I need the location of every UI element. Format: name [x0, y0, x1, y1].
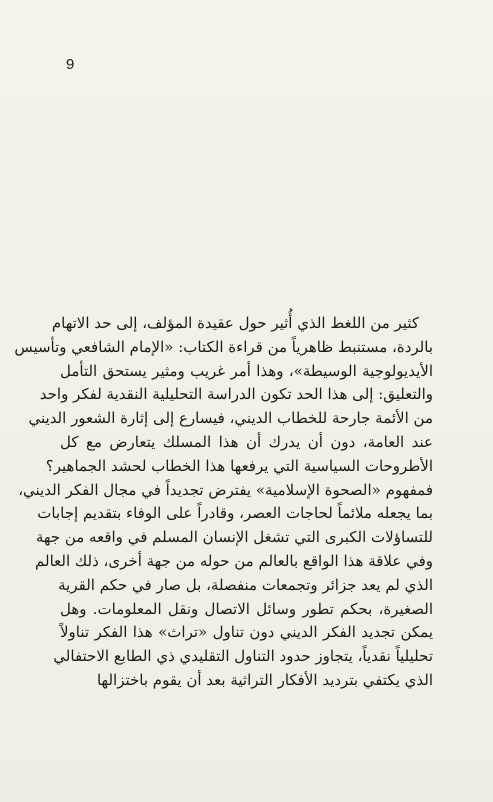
text-line: الأيديولوجية الوسيطة»، وهذا أمر غريب ومثير يستحق التأمل	[60, 361, 433, 380]
text-line: بالردة، مستنبط ظاهرياً من قراءة الكتاب: «الإمام الشافعي وتأسيس	[14, 337, 433, 356]
text-line: عند العامة، دون أن يدرك أن هذا المسلك يتعارض مع كل	[60, 432, 433, 451]
text-line: يمكن تجديد الفكر الديني دون تناول «تراث» هذا الفكر تناولاً	[60, 623, 433, 642]
text-line: كثير من اللغط الذي أُثير حول عقيدة المؤلف، إلى حد الاتهام	[51, 314, 419, 332]
text-line: تحليلياً نقدياً، يتجاوز حدود التناول التقليدي ذي الطابع الاحتفالي	[53, 647, 433, 666]
text-line: فمفهوم «الصحوة الإسلامية» يفترض تجديداً في مجال الفكر الديني،	[18, 480, 433, 499]
page-number: 9	[66, 56, 75, 73]
body-text	[14, 312, 433, 693]
text-line: والتعليق: إلى هذا الحد تكون الدراسة التحليلية النقدية لفكر واحد	[39, 385, 433, 404]
text-line: الصغيرة، بحكم تطور وسائل الاتصال ونقل المعلومات. وهل	[60, 599, 433, 618]
text-line: الذي لم يعد جزائر وتجمعات منفصلة، بل صار في حكم القرية	[58, 575, 433, 594]
text-line: من الأئمة جارحة للخطاب الديني، فيسارع إلى إثارة الشعور الديني	[28, 409, 433, 428]
text-line: وفي علاقة هذا الواقع بالعالم من حوله من جهة أخرى، ذلك العالم	[35, 551, 433, 570]
text-line: بما يجعله ملائماً لحاجات العصر، وقادراً على الوفاء بتقديم إجابات	[37, 504, 433, 523]
text-line: للتساؤلات الكبرى التي تشغل الإنسان المسلم في واقعه من جهة	[35, 528, 433, 547]
text-line: الذي يكتفي بترديد الأفكار التراثية بعد أن يقوم باختزالها	[96, 670, 433, 689]
text-line: الأطروحات السياسية التي يرفعها هذا الخطاب لحشد الجماهير؟	[45, 456, 433, 475]
